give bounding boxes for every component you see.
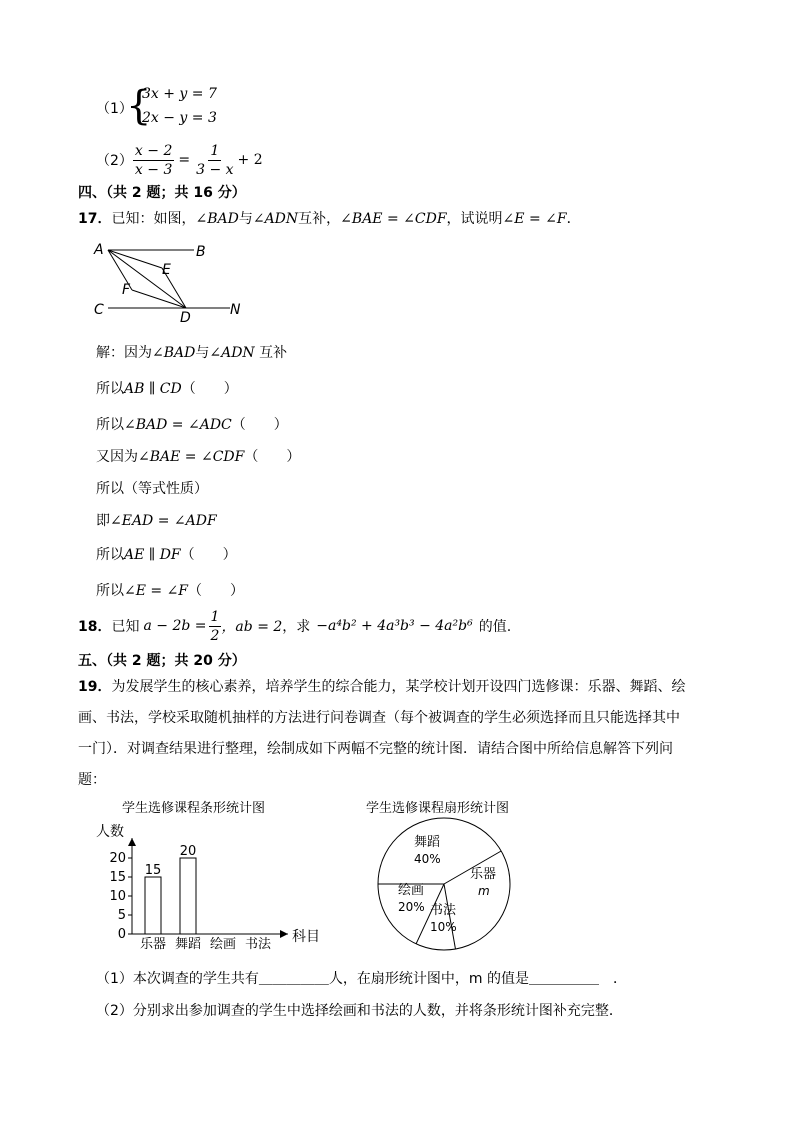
question-19-line: 19．为发展学生的核心素养，培养学生的综合能力，某学校计划开设四门选修课：乐器、舞蹈、绘 <box>78 679 686 695</box>
question-19-line: 题： <box>78 772 106 788</box>
y-tick-label: 10 <box>109 889 126 904</box>
bar-chart <box>92 796 342 956</box>
problem-2: （2） $\frac{x - 2}{x - 3}$ = $\frac{1}{3 - x}$ + 2 <box>96 142 263 178</box>
section-heading-4: 四、（共 2 题；共 16 分） <box>78 185 246 201</box>
y-tick-label: 0 <box>117 927 126 942</box>
label-d: D <box>180 310 191 326</box>
x-tick-label: 书法 <box>244 937 272 952</box>
label-f: F <box>122 282 131 298</box>
problem-1-label: （1） <box>96 101 133 117</box>
pie-slice-value: 40% <box>414 852 441 866</box>
bar-chart-xlabel: 科目 <box>292 929 320 945</box>
bar-chart-title: 学生选修课程条形统计图 <box>122 801 266 816</box>
pie-chart-title: 学生选修课程扇形统计图 <box>366 801 510 816</box>
pie-slice-label: 舞蹈 <box>414 835 441 850</box>
label-b: B <box>196 244 206 260</box>
brace-icon: { <box>126 83 152 129</box>
question-18: 18． 已知 a − 2b = $\frac{1}{2}$ ，ab = 2 ，求 −a⁴b² + 4a³b³ − 4a²b⁶ 的值. <box>78 608 512 644</box>
pie-slice-value: 20% <box>398 900 425 914</box>
bar-chart-ylabel: 人数 <box>96 824 124 840</box>
y-tick-label: 20 <box>109 851 126 866</box>
x-tick-label: 舞蹈 <box>174 937 202 952</box>
pie-slice-value: m <box>478 884 490 898</box>
bar <box>180 858 196 934</box>
equation-1: 3x + y = 7 <box>142 86 217 102</box>
solution-step: 即∠EAD = ∠ADF <box>96 513 217 529</box>
label-e: E <box>162 262 171 278</box>
segment-fd <box>132 290 186 308</box>
solution-step: 又因为∠BAE = ∠CDF（ ） <box>96 449 301 465</box>
problem-2-label: （2） <box>96 153 133 169</box>
segment-ae <box>108 250 162 268</box>
fraction-rhs: $\frac{1}{3 - x}$ <box>196 142 234 178</box>
label-c: C <box>94 302 104 318</box>
x-tick-label: 乐器 <box>139 937 167 952</box>
solution-step: 所以∠BAD = ∠ADC（ ） <box>96 417 288 433</box>
solution-step: 所以∠E = ∠F（ ） <box>96 583 245 599</box>
equation-2: 2x − y = 3 <box>142 110 217 126</box>
solution-step: 解：因为∠BAD与∠ADN 互补 <box>96 345 288 361</box>
solution-step: 所以AE ∥ DF（ ） <box>96 547 237 563</box>
pie-slice-label: 绘画 <box>398 883 425 898</box>
bar <box>145 877 161 934</box>
pie-slice-label: 书法 <box>430 903 457 918</box>
pie-slice-value: 10% <box>430 920 457 934</box>
pie-chart <box>360 796 540 956</box>
segment-ad <box>108 250 186 308</box>
label-n: N <box>230 302 241 318</box>
x-tick-label: 绘画 <box>209 937 237 952</box>
question-19-line: 画、书法，学校采取随机抽样的方法进行问卷调查（每个被调查的学生必须选择而且只能选择其中 <box>78 710 680 726</box>
solution-step: 所以AB ∥ CD（ ） <box>96 381 238 397</box>
bar-data-label: 20 <box>179 844 197 859</box>
fraction-half: $\frac{1}{2}$ <box>210 608 220 644</box>
x-axis-arrow-icon <box>280 930 288 938</box>
question-19-sub-2: （2）分别求出参加调查的学生中选择绘画和书法的人数，并将条形统计图补充完整． <box>96 1003 623 1019</box>
question-19-sub-1: （1）本次调查的学生共有＿＿＿＿＿人，在扇形统计图中，m 的值是＿＿＿＿＿ ． <box>96 971 627 987</box>
bar-data-label: 15 <box>144 863 162 878</box>
pie-slice-label: 乐器 <box>470 867 497 882</box>
label-a: A <box>94 242 104 258</box>
fraction-lhs: $\frac{x - 2}{x - 3}$ <box>134 142 173 178</box>
section-heading-5: 五、（共 2 题；共 20 分） <box>78 653 246 669</box>
y-axis-arrow-icon <box>128 838 136 846</box>
question-19-line: 一门）．对调查结果进行整理，绘制成如下两幅不完整的统计图．请结合图中所给信息解答下列问 <box>78 741 673 757</box>
geometry-figure <box>88 238 258 328</box>
solution-step: 所以（等式性质） <box>96 481 208 497</box>
y-tick-label: 5 <box>117 908 126 923</box>
question-17: 17．已知：如图，∠BAD与∠ADN互补，∠BAE = ∠CDF，试说明∠E = ∠F． <box>78 211 581 227</box>
y-tick-label: 15 <box>109 870 126 885</box>
